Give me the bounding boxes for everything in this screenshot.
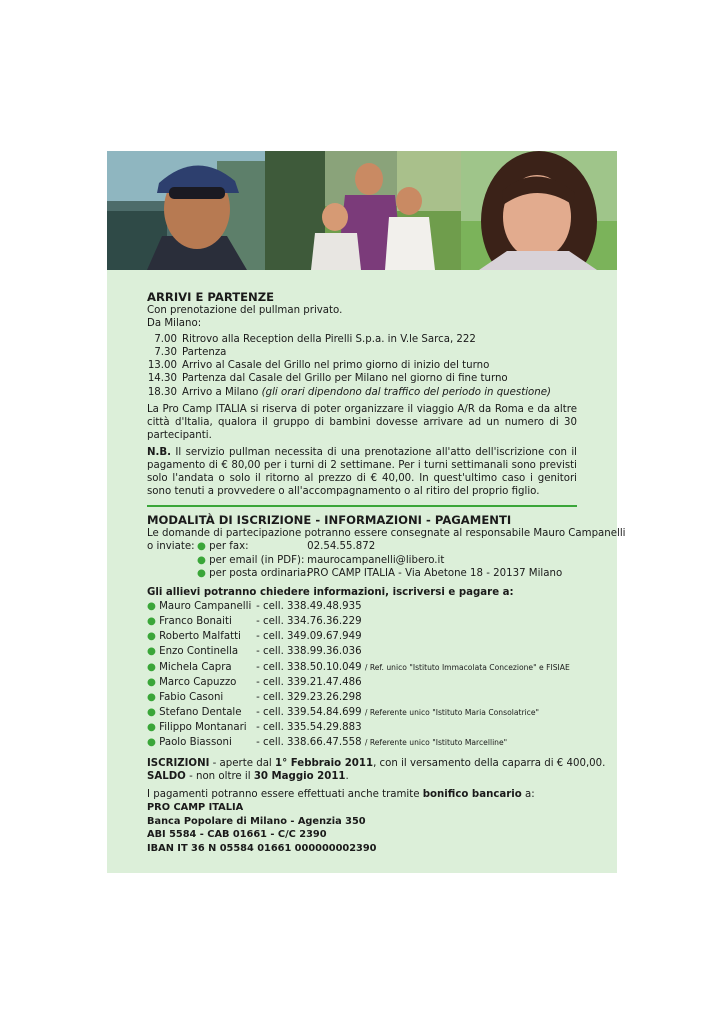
payment-method: bonifico bancario — [422, 788, 522, 800]
schedule-list — [147, 333, 577, 398]
bullet-icon: ● — [147, 676, 156, 688]
contact-name: Michela Capra — [159, 661, 232, 673]
contact-phone: - cell. 334.76.36.229 — [256, 615, 362, 627]
iscrizioni-text: - aperte dal — [209, 757, 276, 769]
contact-phone: - cell. 338.66.47.558 — [256, 737, 362, 749]
option-value: PRO CAMP ITALIA - Via Abetone 18 - 20137 Milano — [307, 567, 563, 579]
bullet-icon: ● — [197, 567, 206, 579]
contact-note: / Referente unico "Istituto Marcelline" — [364, 738, 508, 748]
payment-text: I pagamenti potranno essere effettuati anche tramite — [147, 788, 423, 800]
option-label: per fax: — [209, 541, 249, 553]
bullet-icon: ● — [147, 631, 156, 643]
schedule-row — [147, 333, 577, 346]
nb-paragraph — [147, 446, 577, 498]
submission-option — [147, 567, 577, 580]
section-divider — [147, 505, 577, 507]
submission-options — [147, 540, 577, 579]
bank-line: ABI 5584 - CAB 01661 - C/C 2390 — [147, 829, 327, 841]
contact-phone: - cell. 349.09.67.949 — [256, 631, 362, 643]
nb-text: Il servizio pullman necessita di una prenotazione all'atto dell'iscrizione con il pagamento di € 80,00 per i turni di 2 settimane. Per i turni settimanali sono previsti solo l'andata o solo il ritorno al prezzo di € 40,00. In quest'ultimo caso i genitori sono tenuti a provvedere o all'accompagnamento o al ritiro del proprio figlio. — [147, 446, 577, 498]
contact-phone: - cell. 338.99.36.036 — [256, 646, 362, 658]
bank-details — [147, 801, 577, 855]
option-label: per email (in PDF): — [209, 554, 305, 566]
contact-item — [147, 720, 577, 735]
rome-paragraph: La Pro Camp ITALIA si riserva di poter organizzare il viaggio A/R da Roma e da altre città d'Italia, qualora il gruppo di bambini dovesse arrivare ad un numero di 30 partecipanti. — [147, 403, 577, 441]
contact-name: Mauro Campanelli — [159, 600, 252, 612]
payment-end: a: — [521, 788, 535, 800]
enrollment-heading: MODALITÀ DI ISCRIZIONE - INFORMAZIONI - PAGAMENTI — [147, 513, 512, 528]
contact-item — [147, 614, 577, 629]
contact-phone: - cell. 339.54.84.699 — [256, 707, 362, 719]
contact-item — [147, 690, 577, 705]
bullet-icon: ● — [197, 541, 206, 553]
contact-name: Enzo Continella — [159, 646, 239, 658]
schedule-time: 7.00 — [154, 334, 177, 346]
contact-item — [147, 599, 577, 614]
schedule-row — [147, 346, 577, 359]
bank-line: PRO CAMP ITALIA — [147, 801, 244, 813]
contact-list — [147, 599, 577, 751]
iscrizioni-deposit: , con il versamento della caparra di € 400,00. — [373, 757, 606, 769]
contact-phone: - cell. 338.50.10.049 — [256, 661, 362, 673]
photo-man-with-cap — [107, 151, 265, 270]
contact-note: / Referente unico "Istituto Maria Consolatrice" — [364, 708, 540, 718]
bullet-icon: ● — [147, 722, 156, 734]
contact-item — [147, 735, 577, 750]
schedule-row — [147, 372, 577, 385]
arrivals-intro-line-2: Da Milano: — [147, 318, 202, 330]
saldo-text: - non oltre il — [185, 770, 254, 782]
contact-name: Filippo Montanari — [159, 722, 247, 734]
saldo-date: 30 Maggio 2011 — [253, 770, 346, 782]
arrivals-intro-line-1: Con prenotazione del pullman privato. — [147, 305, 343, 316]
schedule-text: Partenza dal Casale del Grillo per Milano nel giorno di fine turno — [182, 373, 508, 385]
contact-name: Fabio Casoni — [159, 691, 224, 703]
saldo-label: SALDO — [147, 770, 186, 782]
contact-name: Franco Bonaiti — [159, 615, 232, 627]
schedule-text: Partenza — [182, 347, 227, 359]
bullet-icon: ● — [197, 554, 206, 566]
enrollment-intro-line-1: Le domande di partecipazione potranno essere consegnate al responsabile Mauro Campanelli — [147, 528, 626, 540]
iscrizioni-label: ISCRIZIONI — [147, 757, 210, 769]
contact-item — [147, 705, 577, 720]
schedule-row — [147, 359, 577, 372]
header-photo-strip — [107, 151, 617, 270]
contact-name: Paolo Biassoni — [159, 737, 232, 749]
bank-line: Banca Popolare di Milano - Agenzia 350 — [147, 815, 366, 827]
bullet-icon: ● — [147, 646, 156, 658]
students-heading: Gli allievi potranno chiedere informazioni, iscriversi e pagare a: — [147, 586, 514, 598]
bullet-icon: ● — [147, 661, 156, 673]
contact-name: Stefano Dentale — [159, 707, 242, 719]
contact-phone: - cell. 339.21.47.486 — [256, 676, 362, 688]
contact-item — [147, 644, 577, 659]
contact-item — [147, 629, 577, 644]
submission-option — [147, 540, 577, 553]
bullet-icon: ● — [147, 615, 156, 627]
contact-name: Roberto Malfatti — [159, 631, 241, 643]
payment-intro — [147, 788, 577, 801]
contact-phone: - cell. 329.23.26.298 — [256, 691, 362, 703]
schedule-row — [147, 386, 577, 399]
bullet-icon: ● — [147, 737, 156, 749]
schedule-text: Ritrovo alla Reception della Pirelli S.p.a. in V.le Sarca, 222 — [182, 334, 476, 346]
contact-note: / Ref. unico "Istituto Immacolata Concezione" e FISIAE — [364, 662, 570, 672]
nb-label: N.B. — [147, 446, 172, 458]
option-value: maurocampanelli@libero.it — [307, 554, 445, 566]
schedule-time: 18.30 — [147, 386, 177, 398]
contact-item — [147, 660, 577, 675]
schedule-text: Arrivo a Milano — [182, 386, 259, 398]
option-value: 02.54.55.872 — [307, 541, 376, 553]
iscrizioni-date: 1° Febbraio 2011 — [275, 757, 374, 769]
arrivals-heading: ARRIVI E PARTENZE — [147, 290, 275, 304]
submission-option — [147, 554, 577, 567]
saldo-end: . — [345, 770, 349, 782]
enrollment-dates — [147, 757, 606, 770]
contact-item — [147, 675, 577, 690]
main-content — [147, 290, 626, 855]
photo-girl-portrait — [461, 151, 617, 270]
contact-phone: - cell. 338.49.48.935 — [256, 600, 362, 612]
bullet-icon: ● — [147, 707, 156, 719]
contact-phone: - cell. 335.54.29.883 — [256, 722, 362, 734]
schedule-time: 7.30 — [154, 347, 177, 359]
schedule-note: (gli orari dipendono dal traffico del periodo in questione) — [261, 386, 551, 398]
schedule-text: Arrivo al Casale del Grillo nel primo giorno di inizio del turno — [182, 360, 490, 372]
balance-deadline — [147, 770, 577, 783]
option-label: per posta ordinaria: — [209, 567, 310, 579]
bank-line: IBAN IT 36 N 05584 01661 000000002390 — [147, 842, 377, 854]
bullet-icon: ● — [147, 691, 156, 703]
bullet-icon: ● — [147, 600, 156, 612]
contact-name: Marco Capuzzo — [159, 676, 237, 688]
photo-family-group — [265, 151, 461, 270]
schedule-time: 13.00 — [147, 360, 177, 372]
enrollment-intro-line-2: o inviate: — [147, 541, 195, 553]
schedule-time: 14.30 — [147, 373, 177, 385]
